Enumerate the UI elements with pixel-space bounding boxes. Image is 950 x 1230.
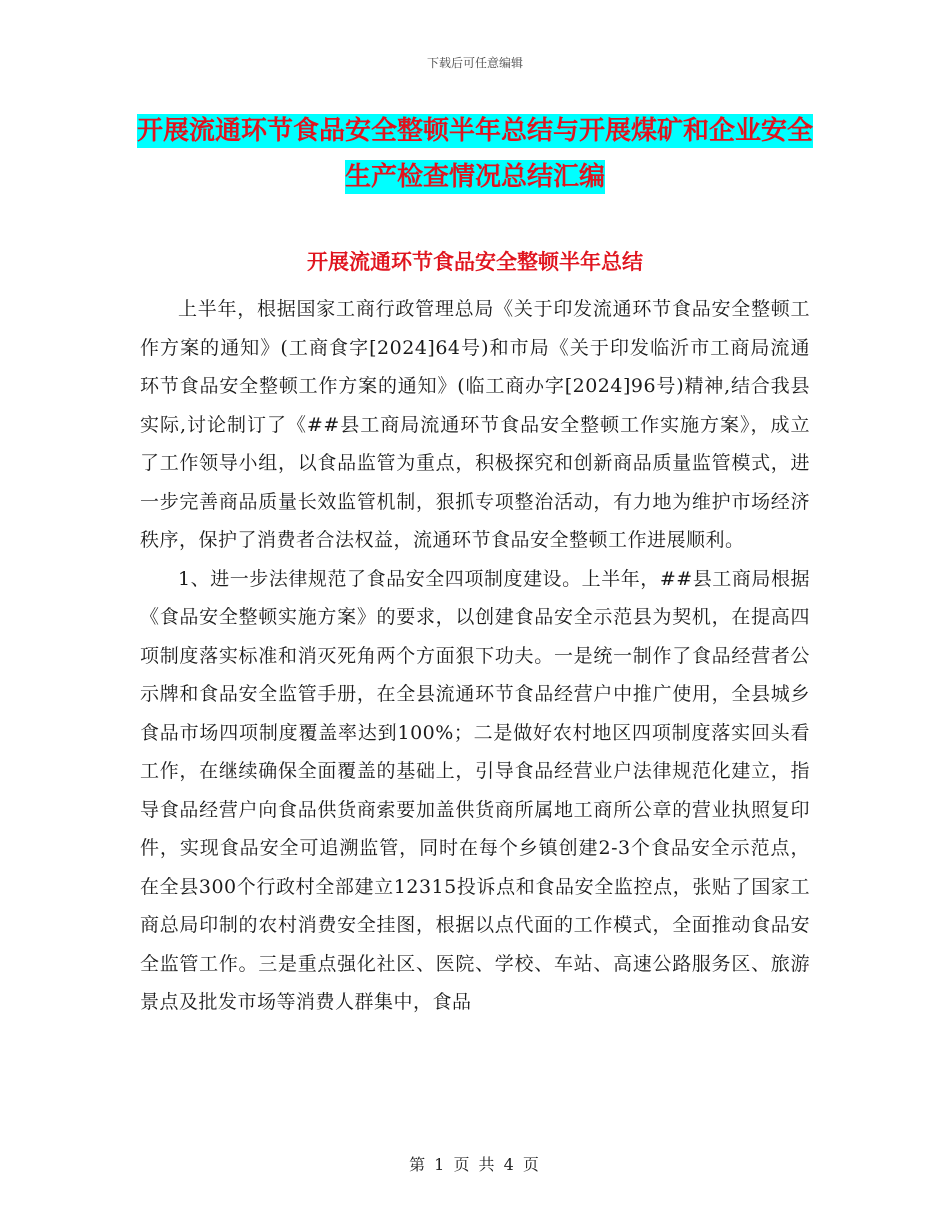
paragraph: 上半年，根据国家工商行政管理总局《关于印发流通环节食品安全整顿工作方案的通知》(工商食字[2024]64号)和市局《关于印发临沂市工商局流通环节食品安全整顿工作方案的通知》(临工商办字[2024]96号)精神,结合我县实际,讨论制订了《##县工商局流通环节食品安全整顿工作实施方案》，成立了工作领导小组，以食品监管为重点，积极探究和创新商品质量监管模式，进一步完善商品质量长效监管机制，狠抓专项整治活动，有力地为维护市场经济秩序，保护了消费者合法权益，流通环节食品安全整顿工作进展顺利。 bbox=[140, 298, 810, 551]
document-title bbox=[130, 108, 820, 200]
header-note: 下载后可任意编辑 bbox=[426, 56, 523, 70]
document-body bbox=[140, 290, 810, 1022]
paragraph: 1、进一步法律规范了食品安全四项制度建设。上半年，##县工商局根据《食品安全整顿实施方案》的要求，以创建食品安全示范县为契机，在提高四项制度落实标准和消灭死角两个方面狠下功夫。一是统一制作了食品经营者公示牌和食品安全监管手册，在全县流通环节食品经营户中推广使用，全县城乡食品市场四项制度覆盖率达到100%；二是做好农村地区四项制度落实回头看工作，在继续确保全面覆盖的基础上，引导食品经营业户法律规范化建立，指导食品经营户向食品供货商索要加盖供货商所属地工商所公章的营业执照复印件，实现食品安全可追溯监管，同时在每个乡镇创建2-3个食品安全示范点，在全县300个行政村全部建立12315投诉点和食品安全监控点，张贴了国家工商总局印制的农村消费安全挂图，根据以点代面的工作模式，全面推动食品安全监管工作。三是重点强化社区、医院、学校、车站、高速公路服务区、旅游景点及批发市场等消费人群集中，食品 bbox=[140, 567, 810, 1013]
section-title: 开展流通环节食品安全整顿半年总结 bbox=[307, 250, 643, 274]
page-number: 第 1 页 共 4 页 bbox=[409, 1155, 541, 1174]
document-title-text: 开展流通环节食品安全整顿半年总结与开展煤矿和企业安全生产检查情况总结汇编 bbox=[136, 116, 813, 192]
